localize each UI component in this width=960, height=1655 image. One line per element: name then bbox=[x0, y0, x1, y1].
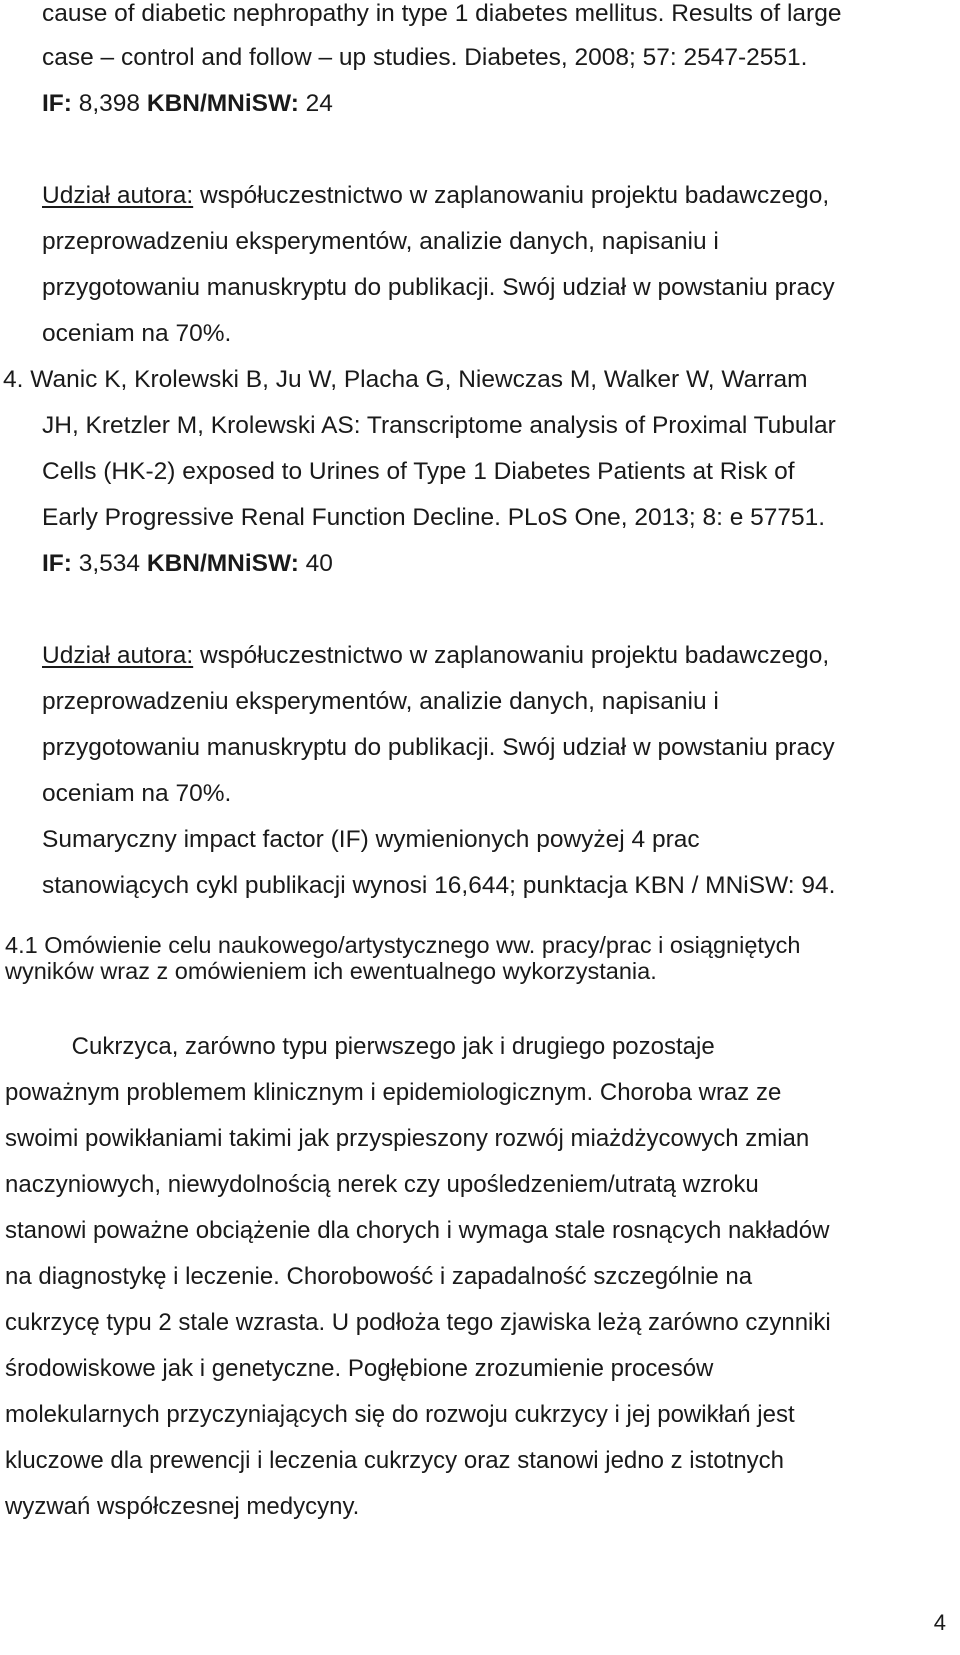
entry4-line-2: JH, Kretzler M, Krolewski AS: Transcriptome analysis of Proximal Tubular bbox=[42, 412, 836, 439]
if-label: IF: bbox=[42, 90, 72, 117]
contrib3-line-4: oceniam na 70%. bbox=[42, 320, 232, 347]
page-number: 4 bbox=[933, 1610, 946, 1635]
section-heading-line-1: 4.1 Omówienie celu naukowego/artystycznego ww. pracy/prac i osiągniętych bbox=[5, 932, 801, 958]
contrib3-line-1 bbox=[42, 181, 829, 211]
paragraph-line-9: molekularnych przyczyniających się do rozwoju cukrzycy i jej powikłań jest bbox=[5, 1401, 795, 1428]
contrib4-line-1 bbox=[42, 641, 829, 671]
kbn-value: 40 bbox=[298, 550, 333, 577]
kbn-label: KBN/MNiSW: bbox=[146, 90, 299, 117]
contrib-text: współuczestnictwo w zaplanowaniu projektu badawczego, bbox=[193, 182, 830, 209]
contrib-label: Udział autora: bbox=[42, 642, 194, 669]
section-heading-line-2: wyników wraz z omówieniem ich ewentualnego wykorzystania. bbox=[5, 958, 657, 984]
contrib-label: Udział autora: bbox=[42, 182, 194, 209]
contrib4-line-2: przeprowadzeniu eksperymentów, analizie danych, napisaniu i bbox=[42, 688, 719, 715]
paragraph-line-6: na diagnostykę i leczenie. Chorobowość i zapadalność szczególnie na bbox=[5, 1263, 753, 1290]
entry4-line-1: 4. Wanic K, Krolewski B, Ju W, Placha G, Niewczas M, Walker W, Warram bbox=[3, 366, 808, 393]
paragraph-line-7: cukrzycę typu 2 stale wzrasta. U podłoża tego zjawiska leżą zarówno czynniki bbox=[5, 1309, 831, 1336]
entry4-line-4: Early Progressive Renal Function Decline. PLoS One, 2013; 8: e 57751. bbox=[42, 504, 826, 531]
paragraph-line-8: środowiskowe jak i genetyczne. Pogłębione zrozumienie procesów bbox=[5, 1355, 714, 1382]
entry4-line-3: Cells (HK-2) exposed to Urines of Type 1 Diabetes Patients at Risk of bbox=[42, 458, 795, 485]
if-label: IF: bbox=[42, 550, 72, 577]
if-value: 8,398 bbox=[71, 90, 147, 117]
contrib4-line-3: przygotowaniu manuskryptu do publikacji. Swój udział w powstaniu pracy bbox=[42, 734, 835, 761]
paragraph-line-11: wyzwań współczesnej medycyny. bbox=[5, 1493, 360, 1520]
if-value: 3,534 bbox=[71, 550, 147, 577]
contrib4-line-4: oceniam na 70%. bbox=[42, 780, 232, 807]
paragraph-line-2: poważnym problemem klinicznym i epidemiologicznym. Choroba wraz ze bbox=[5, 1079, 782, 1106]
paragraph-line-3: swoimi powikłaniami takimi jak przyspieszony rozwój miażdżycowych zmian bbox=[5, 1125, 810, 1152]
paragraph-line-1: Cukrzyca, zarówno typu pierwszego jak i drugiego pozostaje bbox=[5, 1033, 715, 1060]
entry4-metrics bbox=[42, 549, 333, 579]
entry3-metrics bbox=[42, 89, 333, 119]
contrib3-line-2: przeprowadzeniu eksperymentów, analizie danych, napisaniu i bbox=[42, 228, 719, 255]
paragraph-line-4: naczyniowych, niewydolnością nerek czy upośledzeniem/utratą wzroku bbox=[5, 1171, 759, 1198]
summary-line-2: stanowiących cykl publikacji wynosi 16,644; punktacja KBN / MNiSW: 94. bbox=[42, 872, 836, 899]
kbn-value: 24 bbox=[298, 90, 333, 117]
contrib-text: współuczestnictwo w zaplanowaniu projektu badawczego, bbox=[193, 642, 830, 669]
contrib3-line-3: przygotowaniu manuskryptu do publikacji. Swój udział w powstaniu pracy bbox=[42, 274, 835, 301]
entry3-line-2: case – control and follow – up studies. Diabetes, 2008; 57: 2547-2551. bbox=[42, 44, 808, 71]
entry3-line-1: cause of diabetic nephropathy in type 1 diabetes mellitus. Results of large bbox=[42, 0, 842, 27]
kbn-label: KBN/MNiSW: bbox=[146, 550, 299, 577]
summary-line-1: Sumaryczny impact factor (IF) wymienionych powyżej 4 prac bbox=[42, 826, 700, 853]
paragraph-line-5: stanowi poważne obciążenie dla chorych i wymaga stale rosnących nakładów bbox=[5, 1217, 830, 1244]
paragraph-line-10: kluczowe dla prewencji i leczenia cukrzycy oraz stanowi jedno z istotnych bbox=[5, 1447, 785, 1474]
